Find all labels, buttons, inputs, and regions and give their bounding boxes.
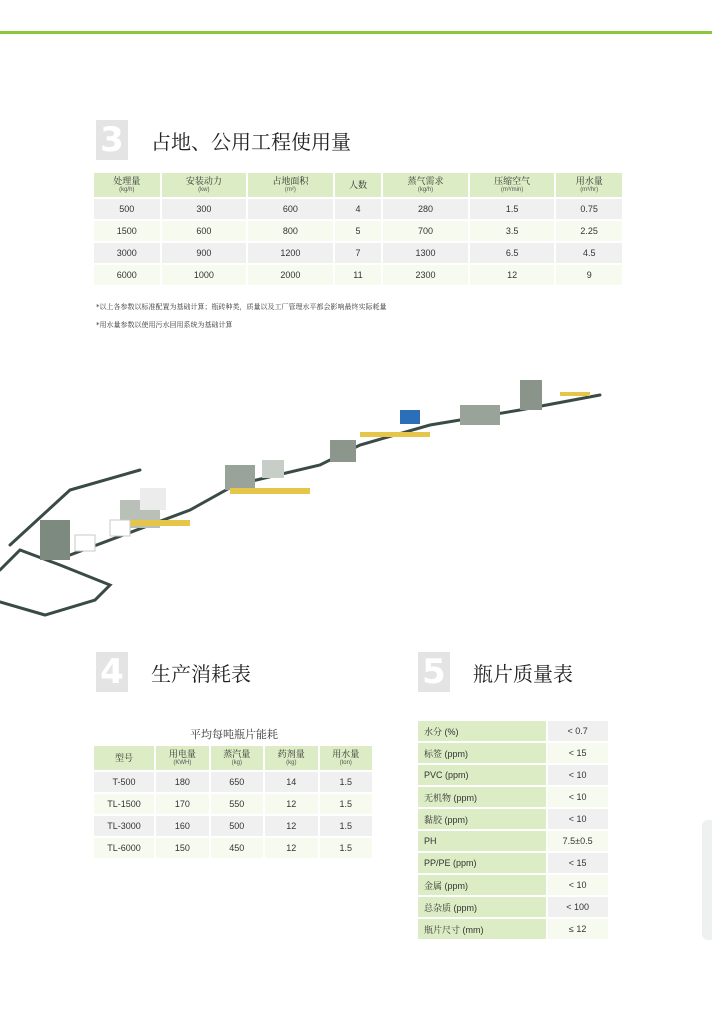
- quality-cell: PP/PE (ppm): [418, 853, 546, 873]
- utilities-cell: 300: [162, 199, 247, 219]
- consumption-body: [94, 772, 372, 858]
- consumption-header-label: 药剂量: [277, 749, 305, 759]
- section-4-number: 4: [96, 652, 128, 692]
- quality-cell: 标签 (ppm): [418, 743, 546, 763]
- consumption-cell: 550: [211, 794, 263, 814]
- consumption-cell: 160: [156, 816, 208, 836]
- flake-quality-table: [416, 719, 610, 941]
- quality-row: [418, 787, 608, 807]
- utilities-header-label: 人数: [348, 180, 367, 190]
- utilities-header-cell: [556, 173, 622, 197]
- consumption-header-unit: (KWH): [173, 760, 192, 766]
- utilities-header-label: 蒸气需求: [407, 176, 444, 186]
- utilities-body: [94, 199, 622, 285]
- quality-row: [418, 897, 608, 917]
- utilities-header-label: 压缩空气: [494, 176, 531, 186]
- utilities-row: [94, 243, 622, 263]
- consumption-cell: 1.5: [320, 794, 372, 814]
- consumption-header-unit: (ton): [339, 760, 352, 766]
- utilities-cell: 800: [248, 221, 333, 241]
- consumption-cell: 14: [265, 772, 317, 792]
- consumption-cell: 1.5: [320, 838, 372, 858]
- consumption-header-label: 用水量: [332, 749, 360, 759]
- consumption-header-cell: [265, 746, 317, 770]
- consumption-cell: 450: [211, 838, 263, 858]
- consumption-cell: 12: [265, 816, 317, 836]
- utilities-cell: 0.75: [556, 199, 622, 219]
- quality-row: [418, 919, 608, 939]
- quality-cell: 瓶片尺寸 (mm): [418, 919, 546, 939]
- utilities-header-row: [94, 173, 622, 197]
- section-4-title: 生产消耗表: [151, 662, 251, 686]
- quality-row: [418, 875, 608, 895]
- consumption-cell: 170: [156, 794, 208, 814]
- utilities-cell: 1200: [248, 243, 333, 263]
- utilities-cell: 1500: [94, 221, 160, 241]
- utilities-header-unit: (m²): [284, 187, 296, 193]
- quality-row: [418, 721, 608, 741]
- consumption-header-label: 型号: [115, 753, 134, 763]
- consumption-cell: TL-1500: [94, 794, 154, 814]
- quality-cell: 无机物 (ppm): [418, 787, 546, 807]
- quality-body: [418, 721, 608, 939]
- footnote-1: *以上各参数以标准配置为基础计算；瓶砖种类，质量以及工厂管理水平都会影响最终实际耗量: [96, 303, 387, 311]
- utilities-cell: 600: [162, 221, 247, 241]
- consumption-header-cell: [211, 746, 263, 770]
- consumption-cell: 12: [265, 838, 317, 858]
- utilities-header-label: 用水量: [575, 176, 603, 186]
- utilities-header-unit: (kg/h): [119, 187, 135, 193]
- consumption-table-caption: 平均每吨瓶片能耗: [190, 728, 278, 741]
- consumption-row: [94, 794, 372, 814]
- quality-cell: 水分 (%): [418, 721, 546, 741]
- utilities-header-label: 处理量: [113, 176, 141, 186]
- section-5-number: 5: [418, 652, 450, 692]
- quality-cell: < 10: [548, 809, 608, 829]
- quality-cell: < 100: [548, 897, 608, 917]
- utilities-header-unit: (m³/hr): [580, 187, 599, 193]
- utilities-cell: 11: [335, 265, 382, 285]
- section-3-title: 占地、公用工程使用量: [151, 130, 351, 154]
- utilities-cell: 600: [248, 199, 333, 219]
- utilities-header-unit: (kw): [198, 187, 210, 193]
- utilities-row: [94, 265, 622, 285]
- consumption-row: [94, 816, 372, 836]
- utilities-header-label: 安装动力: [185, 176, 222, 186]
- consumption-header-cell: [156, 746, 208, 770]
- consumption-cell: 1.5: [320, 816, 372, 836]
- quality-row: [418, 853, 608, 873]
- consumption-cell: 650: [211, 772, 263, 792]
- consumption-cell: 180: [156, 772, 208, 792]
- utilities-cell: 9: [556, 265, 622, 285]
- quality-cell: ≤ 12: [548, 919, 608, 939]
- quality-cell: < 0.7: [548, 721, 608, 741]
- consumption-cell: 1.5: [320, 772, 372, 792]
- utilities-row: [94, 221, 622, 241]
- utilities-header-label: 占地面积: [272, 176, 309, 186]
- quality-row: [418, 743, 608, 763]
- consumption-header-cell: [94, 746, 154, 770]
- utilities-cell: 3000: [94, 243, 160, 263]
- quality-cell: 总杂质 (ppm): [418, 897, 546, 917]
- consumption-cell: TL-3000: [94, 816, 154, 836]
- utilities-header-cell: [470, 173, 555, 197]
- utilities-header-unit: (kg/h): [417, 187, 434, 193]
- utilities-cell: 2000: [248, 265, 333, 285]
- utilities-cell: 6.5: [470, 243, 555, 263]
- utilities-row: [94, 199, 622, 219]
- consumption-cell: T-500: [94, 772, 154, 792]
- quality-cell: < 10: [548, 765, 608, 785]
- quality-cell: 黏胶 (ppm): [418, 809, 546, 829]
- utilities-header-cell: [248, 173, 333, 197]
- section-5-title: 瓶片质量表: [473, 662, 573, 686]
- consumption-header-unit: (kg): [231, 760, 242, 766]
- consumption-header-unit: (kg): [286, 760, 297, 766]
- utilities-cell: 7: [335, 243, 382, 263]
- production-line-illustration: [0, 370, 712, 640]
- consumption-cell: 150: [156, 838, 208, 858]
- utilities-cell: 1300: [383, 243, 468, 263]
- consumption-header-row: [94, 746, 372, 770]
- utilities-cell: 4.5: [556, 243, 622, 263]
- quality-cell: < 10: [548, 787, 608, 807]
- utilities-cell: 3.5: [470, 221, 555, 241]
- utilities-cell: 2300: [383, 265, 468, 285]
- utilities-cell: 6000: [94, 265, 160, 285]
- consumption-cell: 500: [211, 816, 263, 836]
- quality-cell: < 15: [548, 743, 608, 763]
- utilities-cell: 280: [383, 199, 468, 219]
- utilities-cell: 5: [335, 221, 382, 241]
- utilities-cell: 700: [383, 221, 468, 241]
- utilities-header-cell: [335, 173, 382, 197]
- utilities-cell: 1000: [162, 265, 247, 285]
- section-3-number: 3: [96, 120, 128, 160]
- consumption-row: [94, 772, 372, 792]
- quality-cell: PH: [418, 831, 546, 851]
- quality-cell: 7.5±0.5: [548, 831, 608, 851]
- utilities-header-cell: [383, 173, 468, 197]
- utilities-header-unit: (m³/min): [500, 187, 524, 193]
- utilities-header-cell: [162, 173, 247, 197]
- utilities-cell: 900: [162, 243, 247, 263]
- consumption-header-cell: [320, 746, 372, 770]
- edge-decoration: [702, 820, 712, 940]
- utilities-header-cell: [94, 173, 160, 197]
- quality-cell: 金属 (ppm): [418, 875, 546, 895]
- consumption-cell: TL-6000: [94, 838, 154, 858]
- utilities-cell: 1.5: [470, 199, 555, 219]
- consumption-cell: 12: [265, 794, 317, 814]
- footnote-2: *用水量参数以使用污水回用系统为基础计算: [96, 321, 233, 329]
- quality-row: [418, 809, 608, 829]
- utilities-cell: 2.25: [556, 221, 622, 241]
- consumption-row: [94, 838, 372, 858]
- utilities-cell: 12: [470, 265, 555, 285]
- quality-row: [418, 765, 608, 785]
- consumption-header-label: 用电量: [168, 749, 196, 759]
- quality-cell: < 10: [548, 875, 608, 895]
- utilities-cell: 4: [335, 199, 382, 219]
- consumption-table: [92, 744, 374, 860]
- quality-row: [418, 831, 608, 851]
- top-accent-rule: [0, 31, 712, 34]
- utilities-cell: 500: [94, 199, 160, 219]
- quality-cell: < 15: [548, 853, 608, 873]
- quality-cell: PVC (ppm): [418, 765, 546, 785]
- utilities-table: [92, 171, 624, 287]
- consumption-header-label: 蒸汽量: [223, 749, 251, 759]
